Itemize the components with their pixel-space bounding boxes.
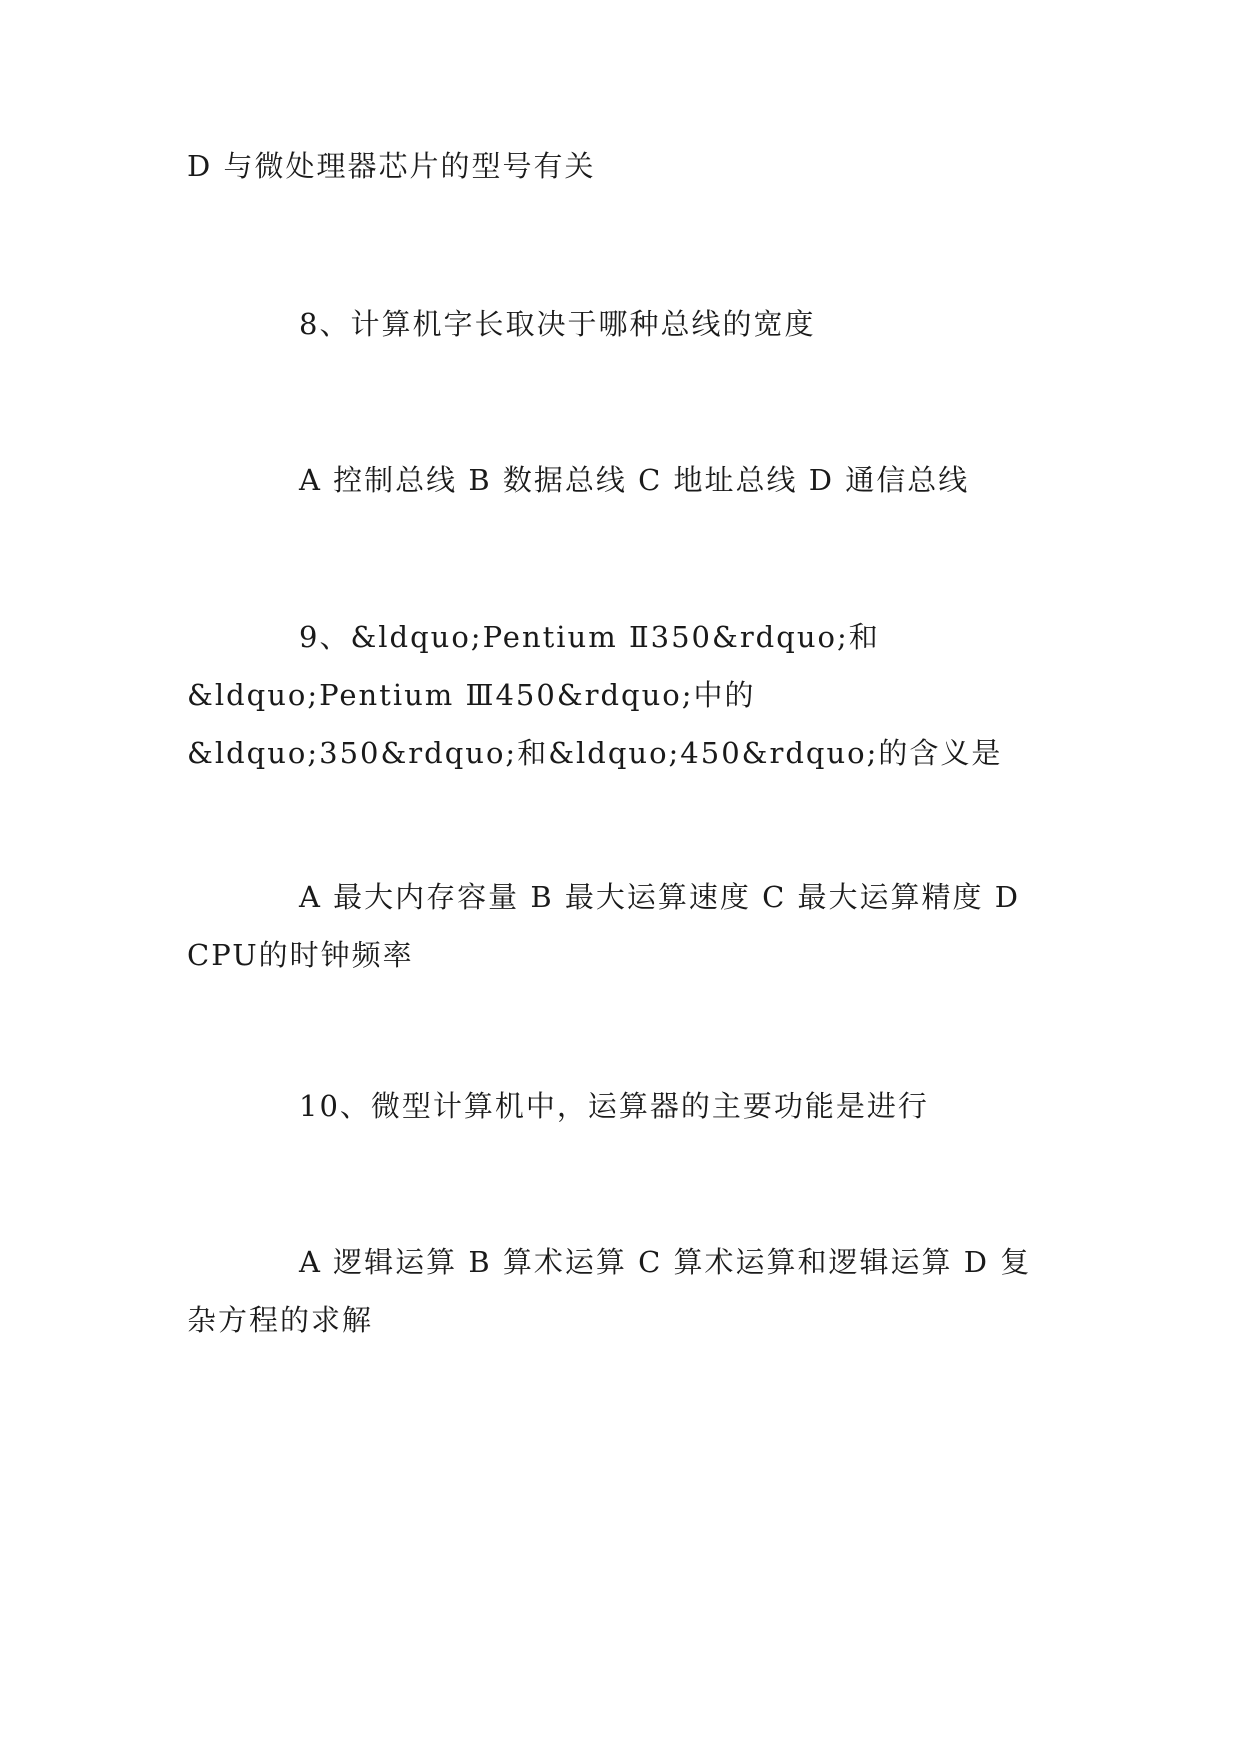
question-10: 10、微型计算机中，运算器的主要功能是进行 — [299, 1089, 929, 1123]
question-9-options: A 最大内存容量 B 最大运算速度 C 最大运算精度 D CPU的时钟频率 — [187, 880, 1032, 972]
option-line-previous-question: D 与微处理器芯片的型号有关 — [187, 149, 596, 183]
question-10-options: A 逻辑运算 B 算术运算 C 算术运算和逻辑运算 D 复杂方程的求解 — [187, 1245, 1032, 1337]
question-8: 8、计算机字长取决于哪种总线的宽度 — [299, 307, 816, 341]
question-9: 9、&ldquo;Pentium Ⅱ350&rdquo;和&ldquo;Pentium Ⅲ450&rdquo;中的&ldquo;350&rdquo;和&ldquo;450&rdquo;的含义是 — [187, 620, 1003, 770]
question-8-options: A 控制总线 B 数据总线 C 地址总线 D 通信总线 — [299, 463, 970, 497]
